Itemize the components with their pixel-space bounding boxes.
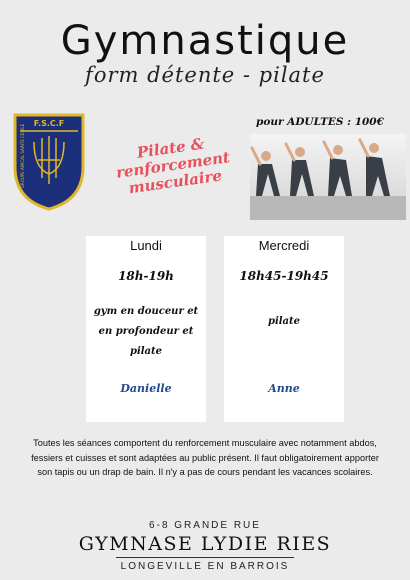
card-day: Mercredi — [258, 238, 310, 253]
page-subtitle: form détente - pilate — [85, 63, 325, 87]
fscf-crest-logo — [12, 112, 86, 212]
address-street: 6-8 GRANDE RUE — [149, 520, 261, 531]
card-teacher: Anne — [268, 382, 300, 395]
crest-side-text: GROUPE AMICAL SAINTE CECILE — [20, 123, 25, 189]
pilate-heading: Pilate & renforcement musculaire — [114, 134, 231, 198]
card-day: Lundi — [130, 238, 162, 253]
schedule-card-mercredi — [224, 236, 344, 422]
pilates-class-photo — [250, 134, 406, 220]
card-activity: pilate — [267, 316, 301, 327]
crest-top-text: F.S.C.F — [33, 119, 65, 128]
schedule-card-lundi — [86, 236, 206, 422]
address-venue: GYMNASE LYDIE RIES — [78, 533, 332, 555]
address-town: LONGEVILLE EN BARROIS — [120, 561, 290, 572]
card-teacher: Danielle — [120, 382, 172, 395]
card-time: 18h45-19h45 — [239, 269, 329, 283]
card-activity: gym en douceur et en profondeur et pilate — [93, 306, 199, 357]
card-time: 18h-19h — [118, 269, 174, 283]
page-title: Gymnastique — [60, 18, 350, 64]
price-label: pour ADULTES : 100€ — [256, 116, 384, 128]
info-paragraph: Toutes les séances comportent du renforcement musculaire avec notamment abdos, fessiers et cuisses et sont adaptées au public présent. Il faut obligatoirement apporter son tapis ou un drap de bain. Il n'y a pas de cours pendant les vacances scolaires. — [31, 438, 379, 477]
divider — [116, 557, 294, 558]
